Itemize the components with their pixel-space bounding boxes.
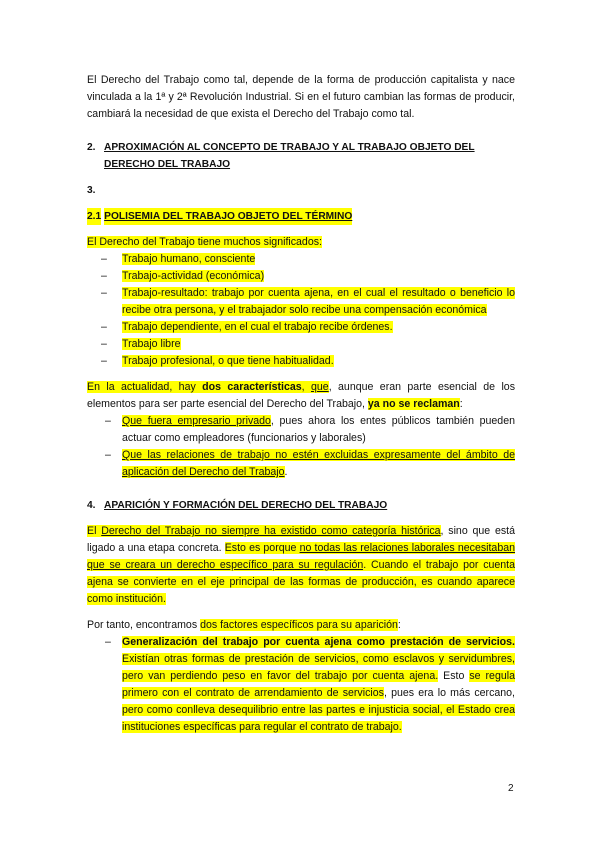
text-run: dos características	[202, 381, 302, 393]
section-2-heading	[87, 139, 515, 173]
text-run: que	[311, 381, 329, 393]
text-run: dos factores específicos para su aparición	[200, 619, 398, 631]
text-run: :	[459, 398, 463, 410]
bullet-dash: –	[105, 449, 111, 461]
actualidad-paragraph	[87, 379, 515, 413]
section-number: 2.	[87, 142, 96, 153]
meanings-list	[87, 251, 515, 370]
text-run: Esto	[438, 670, 470, 682]
aparicion-paragraph	[87, 523, 515, 608]
list-item	[87, 319, 515, 336]
section-number: 2.1	[87, 208, 101, 225]
page-content	[87, 72, 515, 736]
meanings-intro	[87, 234, 515, 251]
section-title: POLISEMIA DEL TRABAJO OBJETO DEL TÉRMINO	[104, 208, 352, 225]
bullet-dash: –	[101, 338, 107, 350]
bullet-dash: –	[101, 253, 107, 265]
text-run: El	[87, 525, 102, 537]
page-number: 2	[508, 783, 514, 794]
characteristics-list	[87, 413, 515, 481]
factores-paragraph	[87, 617, 515, 634]
bullet-dash: –	[101, 321, 107, 333]
bullet-dash: –	[101, 270, 107, 282]
text-run: .	[284, 466, 288, 478]
text-run: ,	[301, 381, 311, 393]
text-run: Existían otras formas de prestación de servicios, como esclavos y servidumbres, pero van perdiendo peso en favor del trabajo por cuenta ajena.	[122, 653, 515, 682]
text-run: , pues ahora los entes públicos también pueden actuar como empleadores (funcionarios y laborales)	[122, 415, 515, 444]
text-run: Derecho del Trabajo no siempre ha existido como categoría histórica	[101, 525, 441, 537]
list-item	[87, 634, 515, 736]
section-number: 3.	[87, 185, 96, 196]
list-item-text: Trabajo-resultado: trabajo por cuenta ajena, en el cual el resultado o beneficio lo recibe otra persona, y el trabajador solo recibe una compensación económica	[122, 287, 515, 316]
bullet-dash: –	[101, 287, 107, 299]
bullet-dash: –	[105, 636, 111, 648]
text-run: , sino que está ligado a una etapa concreta.	[87, 525, 515, 554]
section-title: APARICIÓN Y FORMACIÓN DEL DERECHO DEL TRABAJO	[104, 500, 388, 511]
text-run: . Cuando el trabajo por cuenta ajena se convierte en el eje principal de las formas de producción, es cuando aparece como institución.	[87, 559, 515, 605]
text-run: Por tanto, encontramos	[87, 619, 201, 631]
list-item	[87, 413, 515, 447]
list-item-text: Trabajo-actividad (económica)	[122, 270, 265, 282]
list-item-text: Trabajo libre	[122, 338, 181, 350]
text-run: Que las relaciones de trabajo no estén excluidas expresamente del ámbito de aplicación del Derecho del Trabajo	[122, 449, 515, 478]
list-item	[87, 447, 515, 481]
section-4-heading	[87, 497, 515, 514]
text-run: , aunque eran parte esencial de los elementos para ser parte esencial del Derecho del Trabajo,	[87, 381, 515, 410]
text-run: Que fuera empresario privado	[122, 415, 271, 427]
section-number: 4.	[87, 500, 96, 511]
bullet-dash: –	[105, 415, 111, 427]
text-run: En la actualidad, hay	[87, 381, 203, 393]
list-item	[87, 336, 515, 353]
text-run: Esto es porque	[224, 542, 300, 554]
text-run: pero como conlleva desequilibrio entre las partes e injusticia social, el Estado crea instituciones específicas para regular el contrato de trabajo.	[122, 704, 515, 733]
list-item-text: Trabajo humano, consciente	[122, 253, 256, 265]
text-run: :	[397, 619, 401, 631]
factors-list	[87, 634, 515, 736]
bullet-dash: –	[101, 355, 107, 367]
list-item	[87, 268, 515, 285]
text-run: ya no se reclaman	[367, 398, 460, 410]
section-3-heading	[87, 182, 515, 199]
section-2-1-heading	[87, 208, 515, 225]
text-run: , pues era lo más cercano,	[383, 687, 516, 699]
meanings-intro-text: El Derecho del Trabajo tiene muchos significados:	[87, 236, 322, 248]
list-item-text: Trabajo dependiente, en el cual el trabajo recibe órdenes.	[122, 321, 393, 333]
list-item	[87, 285, 515, 319]
text-run: Generalización del trabajo por cuenta ajena como prestación de servicios.	[122, 636, 515, 648]
intro-paragraph: El Derecho del Trabajo como tal, depende de la forma de producción capitalista y nace vinculada a la 1ª y 2ª Revolución Industrial. Si en el futuro cambian las formas de producir, cambiará la necesidad de que exista el Derecho del Trabajo como tal.	[87, 74, 515, 120]
list-item	[87, 251, 515, 268]
list-item	[87, 353, 515, 370]
text-run: no todas las relaciones laborales necesitaban que se creara un derecho específico para su regulación	[87, 542, 515, 571]
text-run: se regula primero con el contrato de arrendamiento de servicios	[122, 670, 515, 699]
section-title: APROXIMACIÓN AL CONCEPTO DE TRABAJO Y AL TRABAJO OBJETO DEL DERECHO DEL TRABAJO	[104, 142, 475, 170]
list-item-text: Trabajo profesional, o que tiene habitualidad.	[122, 355, 334, 367]
